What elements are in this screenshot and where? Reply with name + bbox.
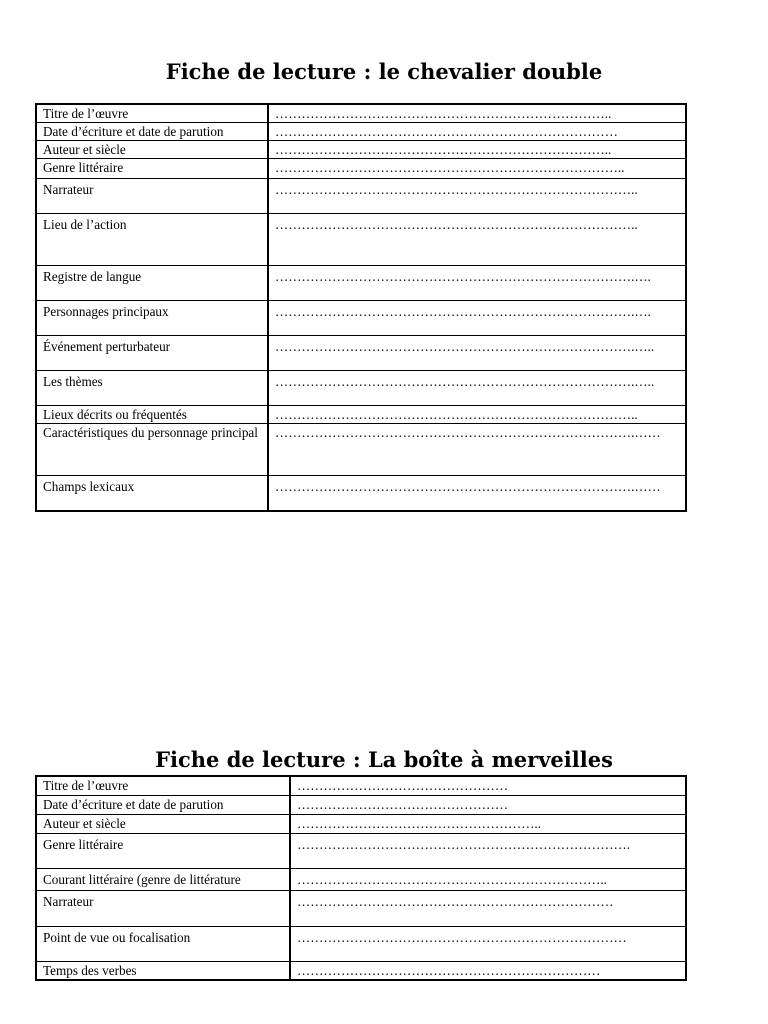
row-label: Lieux décrits ou fréquentés xyxy=(36,406,268,424)
row-label: Titre de l’œuvre xyxy=(36,104,268,123)
answer-field[interactable]: ……………………………………………………………………….​….. xyxy=(268,371,686,406)
answer-field[interactable]: ……………………………………………………………………….​…… xyxy=(268,424,686,476)
row-label: Auteur et siècle xyxy=(36,814,290,833)
row-label: Champs lexicaux xyxy=(36,476,268,511)
row-label: Caractéristiques du personnage principal xyxy=(36,424,268,476)
row-label: Narrateur xyxy=(36,179,268,214)
table-row xyxy=(36,123,686,141)
row-label: Narrateur xyxy=(36,890,290,926)
table-row xyxy=(36,476,686,511)
answer-field[interactable]: ……………………………………………………………………….. xyxy=(268,406,686,424)
table-row xyxy=(36,141,686,159)
answer-field[interactable]: ……………………………………………………………………….​. xyxy=(268,214,686,266)
answer-field[interactable]: ……………………………………………………………​……. xyxy=(290,833,686,868)
table-row xyxy=(36,868,686,890)
table-row xyxy=(36,266,686,301)
row-label: Lieu de l’action xyxy=(36,214,268,266)
answer-field[interactable]: …………………………………………………………… xyxy=(290,961,686,980)
table-row xyxy=(36,336,686,371)
row-label: Date d’écriture et date de parution xyxy=(36,795,290,814)
table-row xyxy=(36,214,686,266)
table-row xyxy=(36,926,686,961)
answer-field[interactable]: ……………………………………………………………​…… xyxy=(290,926,686,961)
table-row xyxy=(36,814,686,833)
row-label: Genre littéraire xyxy=(36,833,290,868)
sheet1-title: Fiche de lecture : le chevalier double xyxy=(165,59,603,84)
reading-sheet-boite-a-merveilles xyxy=(35,775,687,981)
answer-field[interactable]: ……………………………………………………………………….​….. xyxy=(268,336,686,371)
row-label: Auteur et siècle xyxy=(36,141,268,159)
answer-field[interactable]: ………………………………………………………………….. xyxy=(268,141,686,159)
sheet2-title: Fiche de lecture : La boîte à merveilles xyxy=(155,747,613,772)
table-row xyxy=(36,104,686,123)
answer-field[interactable]: ……………………………………………………………………….​…. xyxy=(268,301,686,336)
reading-sheet-chevalier-double xyxy=(35,103,687,512)
answer-field[interactable]: ……………………………………………….. xyxy=(290,814,686,833)
table-row xyxy=(36,371,686,406)
table-row xyxy=(36,776,686,795)
table-row xyxy=(36,159,686,179)
row-label: Événement perturbateur xyxy=(36,336,268,371)
row-label: Point de vue ou focalisation xyxy=(36,926,290,961)
table-row xyxy=(36,179,686,214)
table-row xyxy=(36,833,686,868)
table-row xyxy=(36,301,686,336)
row-label: Genre littéraire xyxy=(36,159,268,179)
answer-field[interactable]: ……………………………………………………………​… xyxy=(290,890,686,926)
answer-field[interactable]: ………………………………………… xyxy=(290,776,686,795)
row-label: Registre de langue xyxy=(36,266,268,301)
answer-field[interactable]: …………………………………………………………………… xyxy=(268,123,686,141)
table-row xyxy=(36,424,686,476)
answer-field[interactable]: …………………………………………………………….. xyxy=(290,868,686,890)
answer-field[interactable]: ………………………………………… xyxy=(290,795,686,814)
table-row xyxy=(36,795,686,814)
answer-field[interactable]: ……………………………………………………………………….​…… xyxy=(268,476,686,511)
row-label: Les thèmes xyxy=(36,371,268,406)
row-label: Titre de l’œuvre xyxy=(36,776,290,795)
answer-field[interactable]: ……………………………………………………………………….​…. xyxy=(268,266,686,301)
table-row xyxy=(36,890,686,926)
answer-field[interactable]: ………………………………………………………………….. xyxy=(268,104,686,123)
table-row xyxy=(36,961,686,980)
table-row xyxy=(36,406,686,424)
row-label: Date d’écriture et date de parution xyxy=(36,123,268,141)
answer-field[interactable]: ……………………………………………………………………….​. xyxy=(268,179,686,214)
row-label: Temps des verbes xyxy=(36,961,290,980)
row-label: Personnages principaux xyxy=(36,301,268,336)
row-label: Courant littéraire (genre de littérature xyxy=(36,868,290,890)
answer-field[interactable]: …………………………………………………………………….. xyxy=(268,159,686,179)
